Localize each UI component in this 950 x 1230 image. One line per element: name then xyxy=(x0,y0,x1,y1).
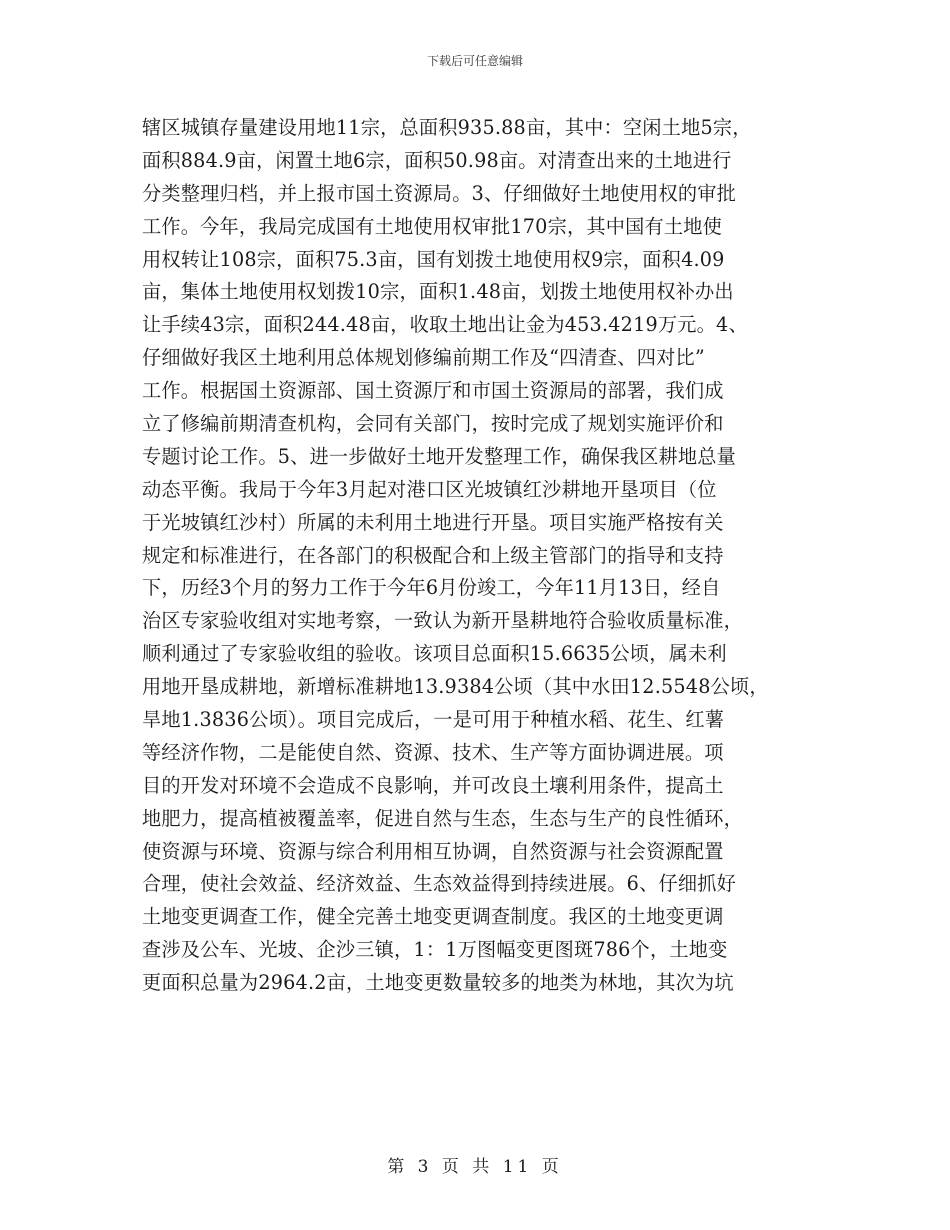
body-line: 用权转让108宗，面积75.3亩，国有划拨土地使用权9宗，面积4.09 xyxy=(142,247,725,271)
body-line: 查涉及公车、光坡、企沙三镇，1：1万图幅变更图斑786个，土地变 xyxy=(142,938,728,962)
document-body xyxy=(142,112,832,1000)
body-line: 工作。今年，我局完成国有土地使用权审批170宗，其中国有土地使 xyxy=(142,214,723,238)
body-line: 让手续43宗，面积244.48亩，收取土地出让金为453.4219万元。4、 xyxy=(142,313,748,337)
body-line: 动态平衡。我局于今年3月起对港口区光坡镇红沙耕地开垦项目（位 xyxy=(142,477,717,501)
body-line: 辖区城镇存量建设用地11宗，总面积935.88亩，其中：空闲土地5宗， xyxy=(142,116,752,139)
body-line: 立了修编前期清查机构，会同有关部门，按时完成了规划实施评价和 xyxy=(142,412,724,436)
body-line: 等经济作物，二是能使自然、资源、技术、生产等方面协调进展。项 xyxy=(142,740,724,764)
body-line: 使资源与环境、资源与综合利用相互协调，自然资源与社会资源配置 xyxy=(142,839,724,863)
body-line: 规定和标准进行，在各部门的积极配合和上级主管部门的指导和支持 xyxy=(142,543,724,567)
body-line: 于光坡镇红沙村）所属的未利用土地进行开垦。项目实施严格按有关 xyxy=(142,510,724,534)
body-line: 土地变更调查工作，健全完善土地变更调查制度。我区的土地变更调 xyxy=(142,905,724,929)
body-line: 用地开垦成耕地，新增标准耕地13.9384公顷（其中水田12.5548公顷， xyxy=(142,675,769,699)
page-header: 下载后可任意编辑 xyxy=(426,54,523,68)
body-line: 合理，使社会效益、经济效益、生态效益得到持续进展。6、仔细抓好 xyxy=(142,872,737,896)
body-line: 面积884.9亩，闲置土地6宗，面积50.98亩。对清查出来的土地进行 xyxy=(142,148,732,172)
body-line: 亩，集体土地使用权划拨10宗，面积1.48亩，划拨土地使用权补办出 xyxy=(142,280,734,304)
body-line: 专题讨论工作。5、进一步做好土地开发整理工作，确保我区耕地总量 xyxy=(142,444,737,468)
body-line: 治区专家验收组对实地考察，一致认为新开垦耕地符合验收质量标准， xyxy=(142,609,744,633)
body-line: 工作。根据国土资源部、国土资源厅和市国土资源局的部署，我们成 xyxy=(142,379,724,403)
body-line: 更面积总量为2964.2亩，土地变更数量较多的地类为林地，其次为坑 xyxy=(142,971,734,995)
body-line: 目的开发对环境不会造成不良影响，并可改良土壤利用条件，提高土 xyxy=(142,773,724,797)
page-number: 第 3 页 共 11 页 xyxy=(387,1157,563,1177)
body-line: 地肥力，提高植被覆盖率，促进自然与生态，生态与生产的良性循环， xyxy=(142,806,744,830)
body-line: 分类整理归档，并上报市国土资源局。3、仔细做好土地使用权的审批 xyxy=(142,181,737,205)
body-line: 旱地1.3836公顷）。项目完成后，一是可用于种植水稻、花生、红薯 xyxy=(142,708,725,732)
body-line: 仔细做好我区土地利用总体规划修编前期工作及“四清查、四对比” xyxy=(142,346,705,370)
body-line: 下，历经3个月的努力工作于今年6月份竣工，今年11月13日，经自 xyxy=(142,576,721,600)
body-line: 顺利通过了专家验收组的验收。该项目总面积15.6635公顷，属未利 xyxy=(142,642,727,666)
